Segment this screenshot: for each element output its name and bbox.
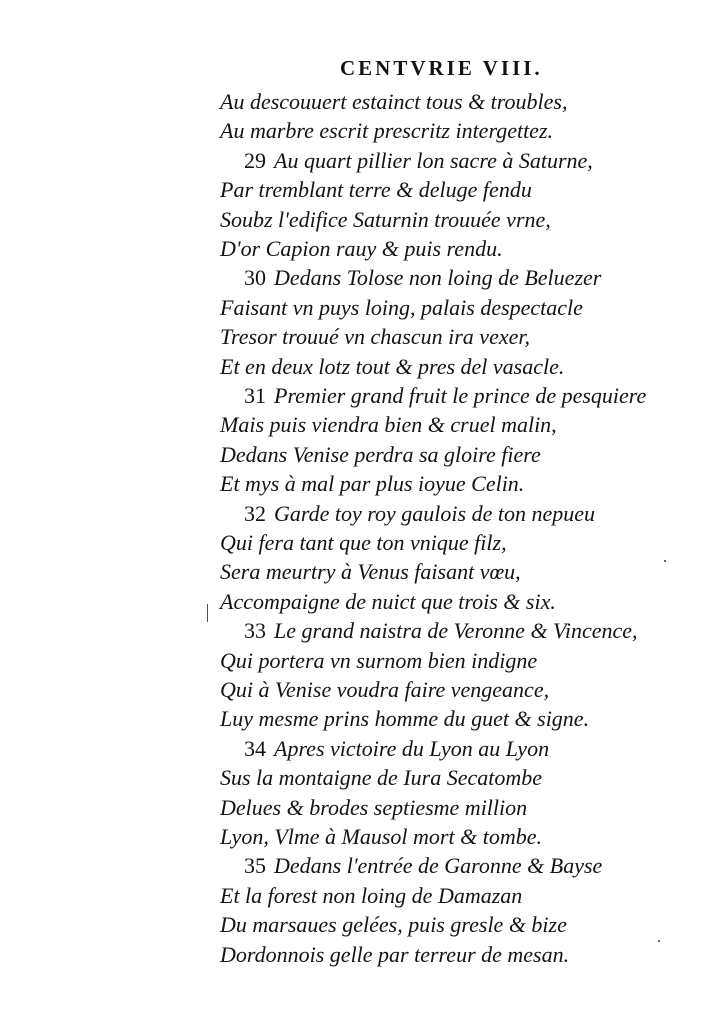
quatrain-first-line (244, 852, 602, 880)
verse-text: Et mys à mal par plus ioyue Celin. (220, 471, 525, 497)
verse-text: Au marbre escrit prescritz intergettez. (220, 118, 554, 144)
verse-text: Du marsaues gelées, puis gresle & bize (220, 912, 567, 938)
verse-line (220, 911, 567, 939)
verse-text: Delues & brodes septiesme million (220, 794, 528, 820)
verse-line (220, 588, 556, 616)
quatrain-first-line (244, 382, 646, 410)
verse-line (220, 764, 542, 792)
verse-text: Tresor trouué vn chascun ira vexer, (220, 324, 530, 350)
verse-text: Premier grand fruit le prince de pesquiere (274, 383, 647, 408)
quatrain-first-line (244, 147, 593, 175)
verse-line (220, 441, 541, 469)
verse-text: Et en deux lotz tout & pres del vasacle. (220, 353, 565, 379)
verse-text: Et la forest non loing de Damazan (220, 882, 523, 908)
quatrain-number: 34 (244, 735, 266, 761)
verse-line (220, 794, 527, 822)
ink-speck (658, 940, 660, 942)
verse-line (220, 823, 542, 851)
verse-text: Sus la montaigne de Iura Secatombe (220, 765, 542, 791)
verse-text: Dedans Venise perdra sa gloire fiere (220, 441, 541, 467)
quatrain-number: 35 (244, 853, 266, 879)
quatrain-number: 32 (244, 500, 266, 526)
verse-text: Lyon, Vlme à Mausol mort & tombe. (220, 824, 542, 849)
verse-text: Mais puis viendra bien & cruel malin, (220, 412, 557, 438)
verse-text: Qui portera vn surnom bien indigne (220, 647, 538, 673)
verse-line (220, 235, 503, 263)
verse-text: Accompaigne de nuict que trois & six. (220, 588, 556, 614)
verse-line (220, 558, 521, 586)
verse-text: Faisant vn puys loing, palais despectacle (220, 294, 583, 320)
margin-mark (207, 604, 208, 622)
verse-line (220, 176, 532, 204)
running-head: CENTVRIE VIII. (340, 56, 543, 80)
verse-text: Luy mesme prins homme du guet & signe. (220, 706, 590, 732)
quatrain-number: 30 (244, 265, 266, 291)
verse-text: Garde toy roy gaulois de ton nepueu (274, 500, 595, 526)
quatrain-first-line (244, 735, 549, 763)
verse-line (220, 529, 507, 557)
verse-line (220, 353, 564, 381)
verse-line (220, 206, 551, 234)
verse-text: Dedans Tolose non loing de Beluezer (274, 265, 602, 291)
verse-text: Soubz l'edifice Saturnin trouuée vrne, (220, 206, 551, 232)
verse-line (220, 676, 549, 704)
verse-line (220, 882, 522, 910)
verse-text: Au descouuert estainct tous & troubles, (220, 89, 568, 114)
verse-line (220, 470, 524, 498)
verse-line (220, 88, 567, 116)
verse-line (220, 705, 589, 733)
quatrain-number: 33 (244, 618, 266, 644)
quatrain-first-line (244, 617, 638, 645)
verse-text: D'or Capion rauy & puis rendu. (220, 236, 503, 261)
verse-text: Qui à Venise voudra faire vengeance, (220, 677, 550, 702)
quatrain-first-line (244, 500, 595, 528)
quatrain-number: 29 (244, 147, 266, 173)
verse-line (220, 294, 583, 322)
quatrain-number: 31 (244, 383, 266, 408)
verse-text: Par tremblant terre & deluge fendu (220, 177, 532, 203)
verse-text: Au quart pillier lon sacre à Saturne, (274, 147, 593, 173)
verse-text: Sera meurtry à Venus faisant vœu, (220, 559, 521, 585)
verse-text: Le grand naistra de Veronne & Vincence, (274, 618, 638, 644)
ink-speck (664, 560, 666, 562)
verse-text: Qui fera tant que ton vnique filz, (220, 530, 507, 555)
verse-text: Apres victoire du Lyon au Lyon (274, 735, 550, 761)
verse-line (220, 323, 530, 351)
verse-text: Dordonnois gelle par terreur de mesan. (220, 941, 570, 967)
verse-line (220, 411, 557, 439)
verse-line (220, 941, 569, 969)
verse-text: Dedans l'entrée de Garonne & Bayse (274, 853, 603, 879)
verse-line (220, 647, 537, 675)
verse-line (220, 117, 553, 145)
quatrain-first-line (244, 264, 601, 292)
